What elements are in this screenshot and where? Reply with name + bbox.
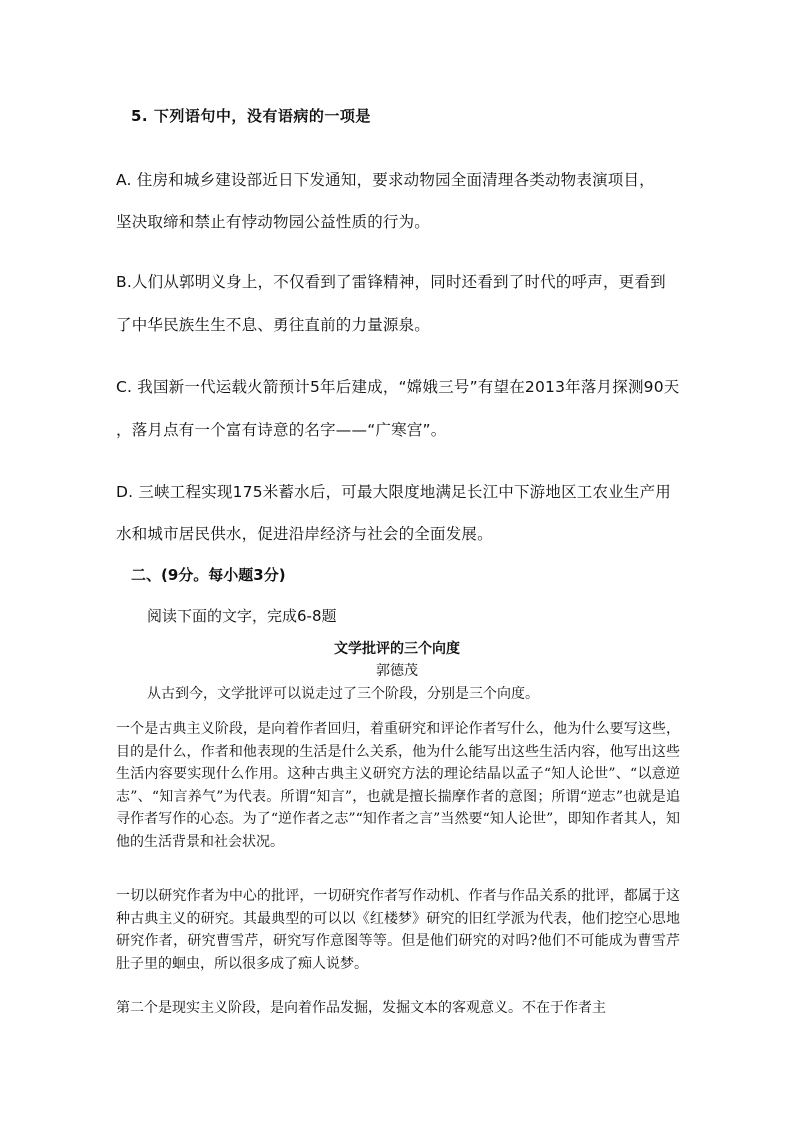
option-d-line-2: 水和城市居民供水，促进沿岸经济与社会的全面发展。 bbox=[116, 525, 493, 543]
option-b-line-2: 了中华民族生生不息、勇往直前的力量源泉。 bbox=[116, 316, 431, 334]
article-paragraph-1: 一个是古典主义阶段，是向着作者回归，着重研究和评论作者写什么，他为什么要写这些，目的是什么，作者和他表现的生活是什么关系，他为什么能写出这些生活内容，他写出这些生活内容要实现什么作用。这种古典主义研究方法的理论结晶以孟子“知人论世”、“以意逆志”、“知言养气”为代表。所谓“知言”，也就是擅长揣摩作者的意图；所谓“逆志”也就是追寻作者写作的心态。为了“逆作者之志”“知作者之言”当然要“知人论世”，即知作者其人，知他的生活背景和社会状况。 bbox=[116, 721, 680, 850]
option-c-line-2: ，落月点有一个富有诗意的名字——“广寒宫”。 bbox=[116, 421, 447, 439]
question-title: 5. 下列语句中，没有语病的一项是 bbox=[131, 107, 371, 125]
article-paragraph-3: 第二个是现实主义阶段，是向着作品发掘，发掘文本的客观意义。不在于作者主 bbox=[116, 1000, 606, 1016]
article-author: 郭德茂 bbox=[376, 663, 418, 679]
option-d-line-1: D. 三峡工程实现175米蓄水后，可最大限度地满足长江中下游地区工农业生产用 bbox=[116, 483, 671, 501]
article-title: 文学批评的三个向度 bbox=[334, 641, 460, 657]
option-c-line-1: C. 我国新一代运载火箭预计5年后建成，“嫦娥三号”有望在2013年落月探测90天 bbox=[116, 378, 680, 396]
option-a-line-2: 坚决取缔和禁止有悖动物园公益性质的行为。 bbox=[116, 213, 431, 231]
option-a-line-1: A. 住房和城乡建设部近日下发通知，要求动物园全面清理各类动物表演项目， bbox=[116, 171, 655, 189]
article-intro: 从古到今，文学批评可以说走过了三个阶段，分别是三个向度。 bbox=[147, 686, 539, 702]
reading-instruction: 阅读下面的文字，完成6-8题 bbox=[147, 607, 337, 625]
article-paragraph-2: 一切以研究作者为中心的批评，一切研究作者写作动机、作者与作品关系的批评，都属于这种古典主义的研究。其最典型的可以以《红楼梦》研究的旧红学派为代表，他们挖空心思地研究作者，研究曹雪芹，研究写作意图等等。但是他们研究的对吗?他们不可能成为曹雪芹肚子里的蛔虫，所以很多成了痴人说梦。 bbox=[116, 888, 680, 972]
option-b-line-1: B.人们从郭明义身上，不仅看到了雷锋精神，同时还看到了时代的呼声，更看到 bbox=[116, 273, 666, 291]
section-heading: 二、(9分。每小题3分) bbox=[131, 566, 286, 584]
